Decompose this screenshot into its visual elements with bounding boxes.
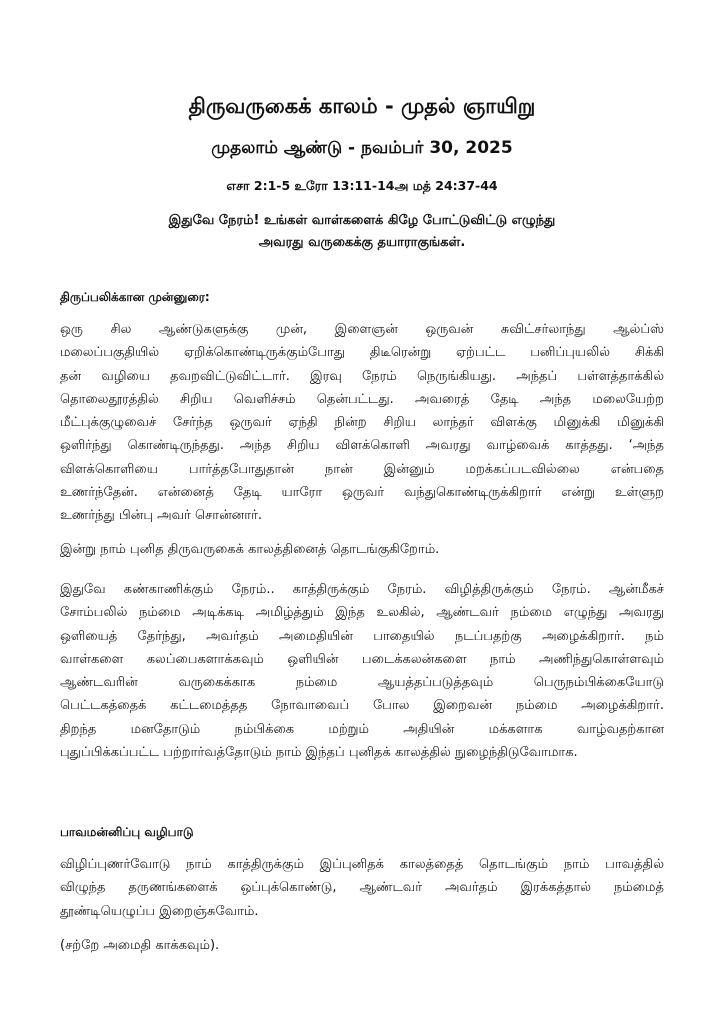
text-line: உணர்ந்தேன். என்னைத் தேடி யாரோ ஒருவர் வந்துகொண்டிருக்கிறார் என்று உள்ளுற (60, 485, 664, 501)
theme-line: இதுவே நேரம்! உங்கள் வாள்களைக் கிழே போட்டுவிட்டு எழுந்து (168, 213, 556, 228)
section-heading-penitential-rite: பாவமன்னிப்பு வழிபாடு (60, 825, 194, 839)
scripture-readings: எசா 2:1-5 உரோ 13:11-14அ மத் 24:37-44 (226, 178, 498, 193)
text-line: திறந்த மனதோடும் நம்பிக்கை மற்றும் அதியின் மக்களாக வாழ்வதற்கான (60, 721, 664, 737)
text-line: தூண்டியெழுப்ப இறைஞ்சுவோம். (60, 903, 259, 919)
text-line: ஒரு சில ஆண்டுகளுக்கு முன், இளைஞன் ஒருவன் சுவிட்சர்லாந்து ஆல்ப்ஸ் (60, 322, 664, 337)
text-line: பெட்டகத்தைக் கட்டமைத்தத நோவாவைப் போல இறைவன் நம்மை அழைக்கிறார். (60, 698, 664, 714)
text-line: தன் வழியை தவறவிட்டுவிட்டார். இரவு நேரம் நெருங்கியது. அந்தப் பள்ளத்தாக்கில் (60, 368, 664, 384)
introduction-paragraph-story (60, 318, 664, 528)
text-line: (சற்றே அமைதி காக்கவும்). (60, 938, 220, 953)
text-line: புதுப்பிக்கப்பட்ட பற்றார்வத்தோடும் நாம் இந்தப் புனிதக் காலத்தில் நுழைந்திடுவோமாக. (60, 745, 578, 761)
text-line: ஒளியைத் தேர்ந்து, அவர்தம் அமைதியின் பாதையில் நடப்பதற்கு அழைக்கிறார். நம் (60, 628, 664, 644)
penitential-silence-note (60, 934, 664, 957)
introduction-paragraph-call (60, 578, 664, 764)
page-title: திருவருகைக் காலம் - முதல் ஞாயிறு (188, 94, 536, 118)
text-line: இன்று நாம் புனித திருவருகைக் காலத்தினைத் தொடங்குகிறோம். (60, 542, 440, 557)
text-line: விளக்கொளியை பார்த்தபோதுதான் நான் இன்னும் மறக்கப்படவில்லை என்பதை (60, 461, 664, 477)
text-line: மலைப்பகுதியில் ஏறிக்கொண்டிருக்கும்போது திடீரென்று ஏற்பட்ட பனிப்புயலில் சிக்கி (60, 345, 664, 361)
theme-line: அவரது வருகைக்கு தயாராகுங்கள். (258, 235, 466, 250)
penitential-paragraph (60, 853, 664, 923)
text-line: உணர்ந்து பின்பு அவர் சொன்னார். (60, 508, 262, 524)
theme-statement (0, 210, 724, 254)
text-line: மீட்புக்குழுவைச் சேர்ந்த ஒருவர் ஏந்தி நின்ற சிறிய லாந்தர் விளக்கு மினுக்கி மினுக்கி (60, 415, 664, 431)
page-subtitle-date: முதலாம் ஆண்டு - நவம்பர் 30, 2025 (211, 138, 513, 158)
text-line: ஆண்டவரின் வருகைக்காக நம்மை ஆயத்தப்படுத்தவும் பெருநம்பிக்கையோடு (60, 675, 664, 691)
text-line: ஒளிர்ந்து கொண்டிருந்தது. அந்த சிறிய விளக்கொளி அவரது வாழ்வைக் காத்தது. ‘அந்த (60, 438, 664, 454)
text-line: இதுவே கண்காணிக்கும் நேரம்.. காத்திருக்கும் நேரம். விழித்திருக்கும் நேரம். ஆன்மீகச் (60, 582, 664, 597)
text-line: வாள்களை கலப்பைகளாக்கவும் ஒளியின் படைக்கலன்களை நாம் அணிந்துகொள்ளவும் (60, 651, 664, 667)
section-heading-introduction: திருப்பலிக்கான முன்னுரை: (60, 290, 210, 304)
text-line: விழிப்புணர்வோடு நாம் காத்திருக்கும் இப்புனிதக் காலத்தைத் தொடங்கும் நாம் பாவத்தில் (60, 857, 664, 872)
text-line: விழுந்த தருணங்களைக் ஒப்புக்கொண்டு, ஆண்டவர் அவர்தம் இரக்கத்தால் நம்மைத் (60, 880, 664, 896)
text-line: சோம்பலில் நம்மை அடிக்கடி அமிழ்த்தும் இந்த உலகில், ஆண்டவர் நம்மை எழுந்து அவரது (60, 605, 664, 621)
introduction-paragraph-season-start (60, 538, 664, 561)
text-line: தொலைதூரத்தில் சிறிய வெளிச்சம் தென்பட்டது. அவரைத் தேடி அந்த மலையேற்ற (60, 391, 664, 407)
